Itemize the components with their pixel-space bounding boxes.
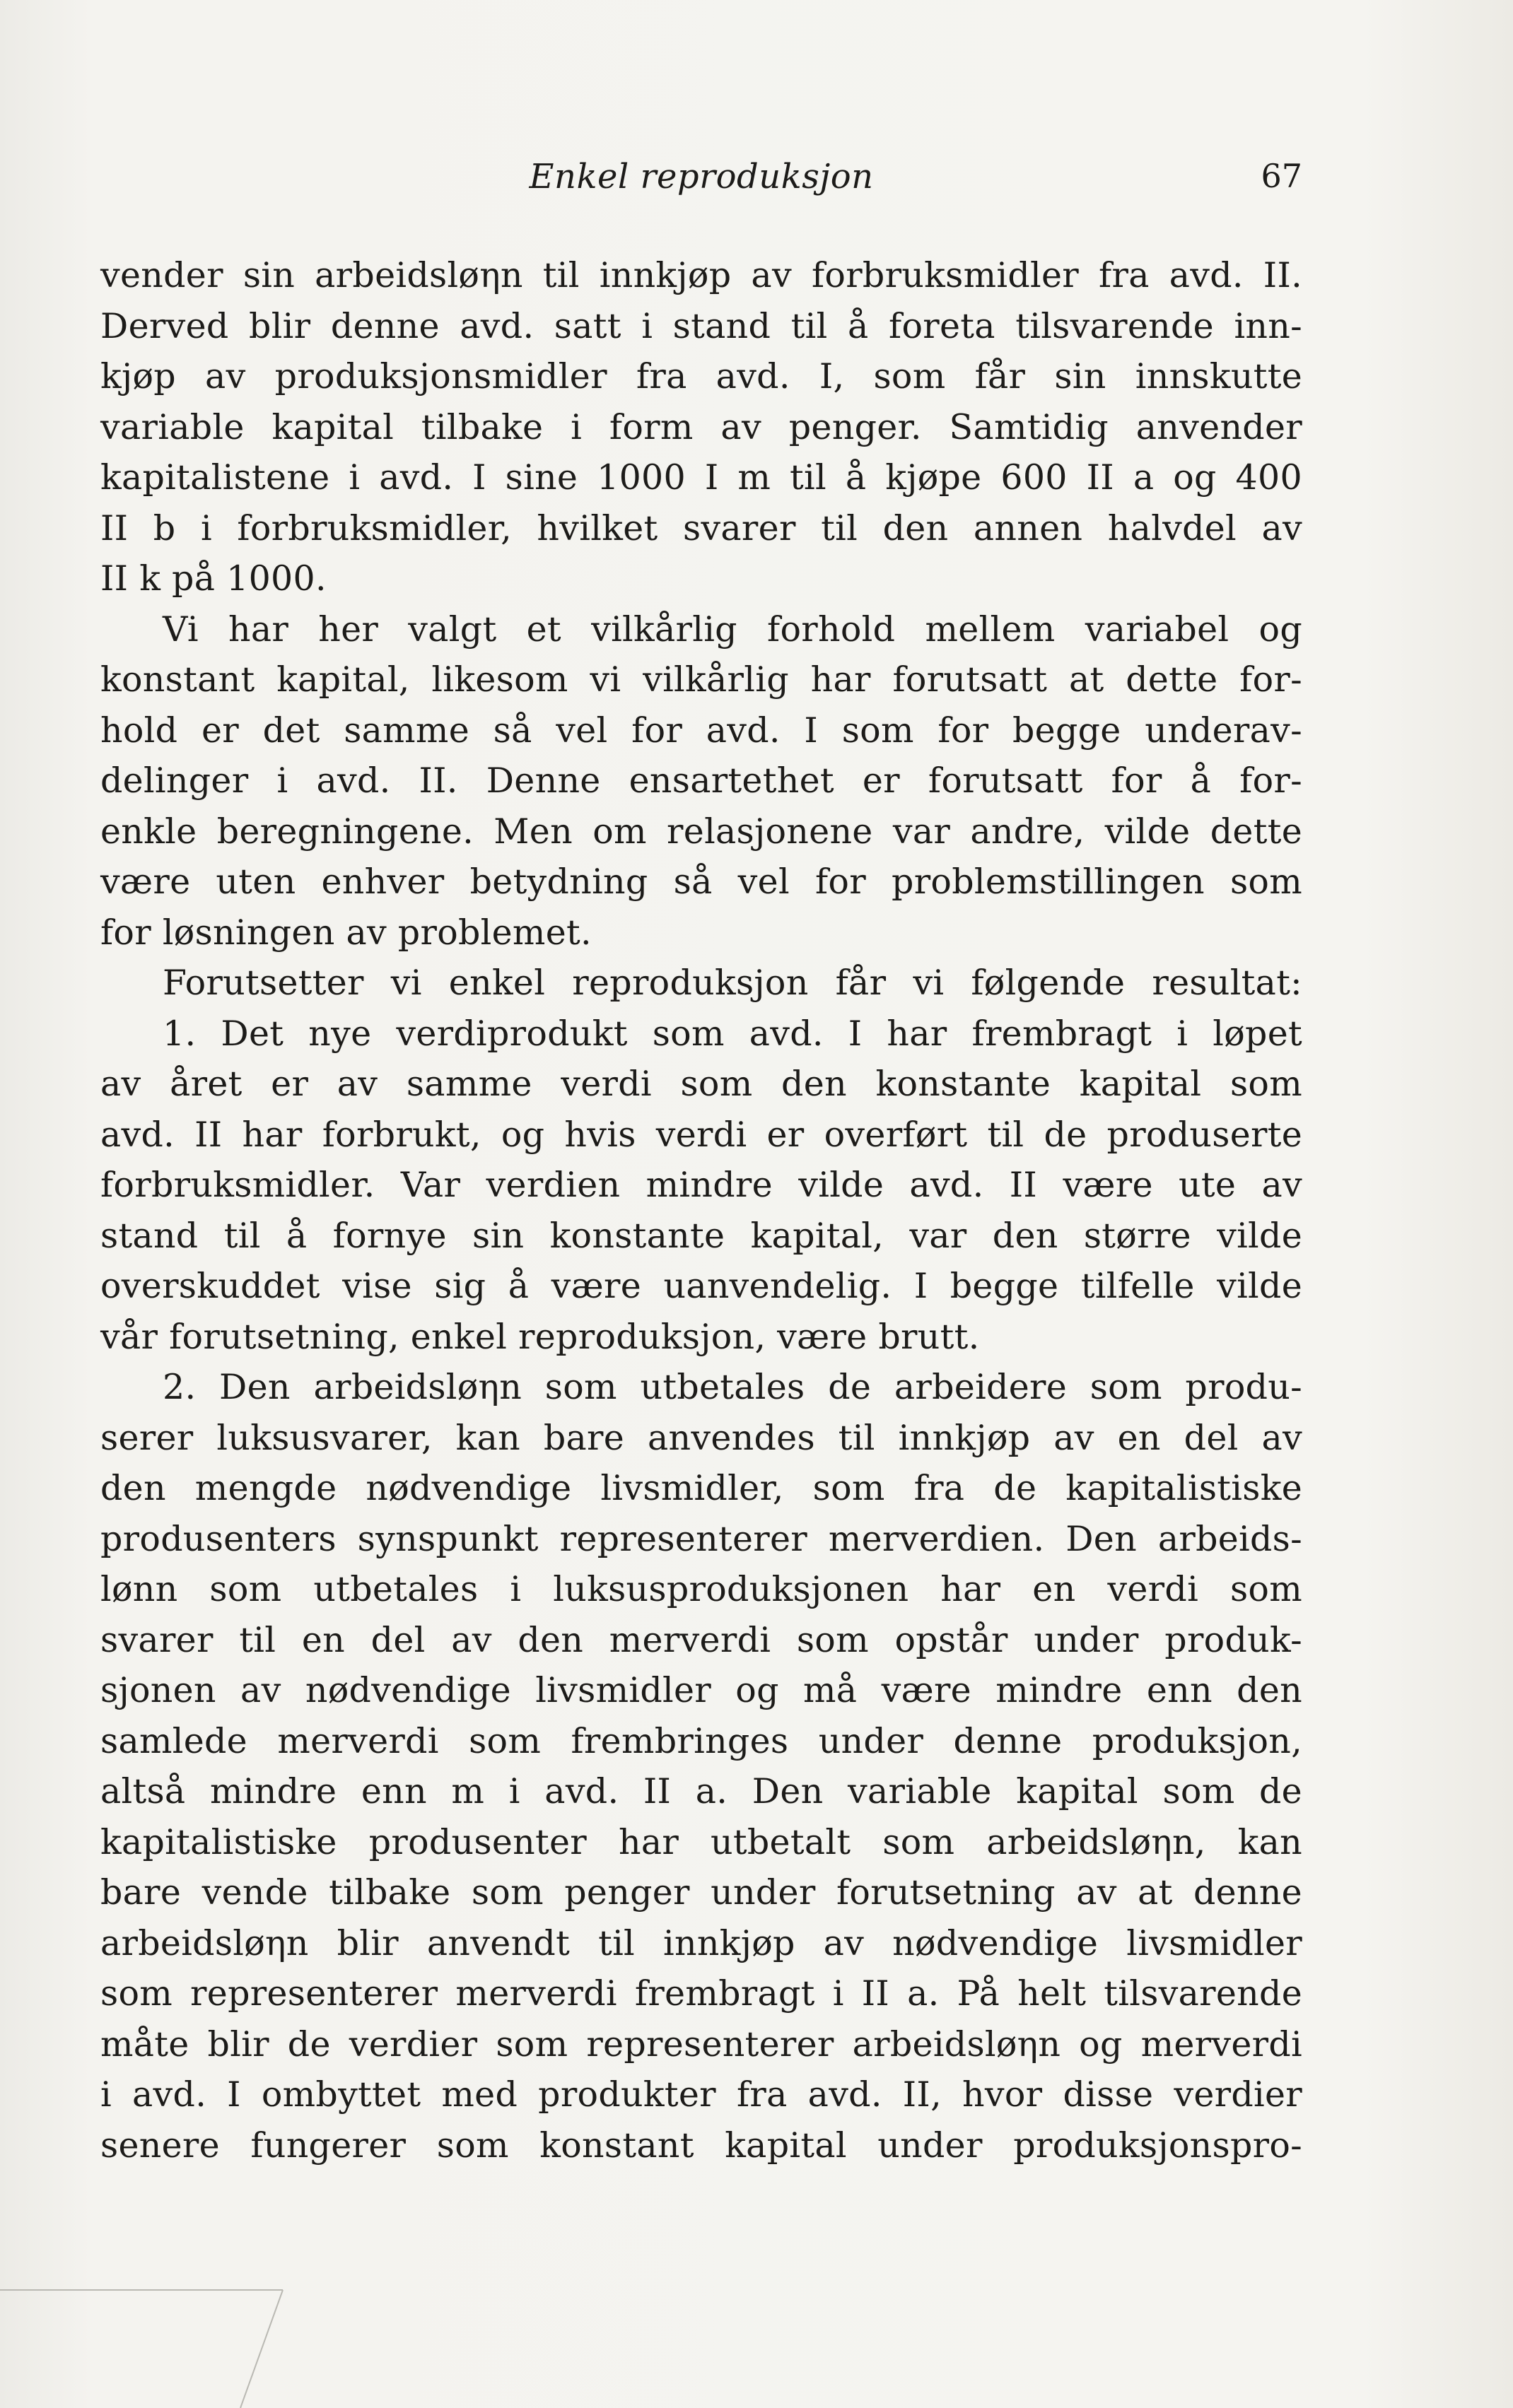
- text-line: av året er av samme verdi som den konstante kapital som: [100, 1064, 1302, 1104]
- text-line: være uten enhver betydning så vel for problemstillingen som: [100, 862, 1302, 902]
- text-line: senere fungerer som konstant kapital under produksjonspro-: [100, 2125, 1302, 2166]
- text-line: Derved blir denne avd. satt i stand til å foreta tilsvarende inn-: [100, 305, 1302, 346]
- text-line: vender sin arbeidsløηn til innkjøp av forbruksmidler fra avd. II.: [100, 255, 1302, 295]
- page-number: 67: [1261, 157, 1302, 195]
- text-line: avd. II har forbrukt, og hvis verdi er overført til de produserte: [100, 1114, 1302, 1155]
- text-line: II k på 1000.: [100, 558, 327, 599]
- text-line: kapitalistiske produsenter har utbetalt som arbeidsløηn, kan: [100, 1821, 1302, 1862]
- paragraph-first-line: 1. Det nye verdiprodukt som avd. I har frembragt i løpet: [163, 1013, 1302, 1054]
- text-line: måte blir de verdier som representerer arbeidsløηn og merverdi: [100, 2024, 1302, 2065]
- text-line: for løsningen av problemet.: [100, 912, 592, 953]
- text-line: konstant kapital, likesom vi vilkårlig har forutsatt at dette for-: [100, 659, 1302, 700]
- text-line: kjøp av produksjonsmidler fra avd. I, som får sin innskutte: [100, 356, 1302, 397]
- text-line: arbeidsløηn blir anvendt til innkjøp av nødvendige livsmidler: [100, 1922, 1302, 1963]
- paragraph-first-line: Vi har her valgt et vilkårlig forhold mellem variabel og: [163, 609, 1302, 650]
- text-line: lønn som utbetales i luksusproduksjonen har en verdi som: [100, 1569, 1302, 1609]
- text-line: i avd. I ombyttet med produkter fra avd. II, hvor disse verdier: [100, 2074, 1302, 2115]
- text-line: delinger i avd. II. Denne ensartethet er forutsatt for å for-: [100, 760, 1302, 801]
- text-line: samlede merverdi som frembringes under denne produksjon,: [100, 1720, 1302, 1761]
- text-line: produsenters synspunkt representerer merverdien. Den arbeids-: [100, 1518, 1302, 1559]
- text-line: forbruksmidler. Var verdien mindre vilde avd. II være ute av: [100, 1165, 1302, 1205]
- text-line: sjonen av nødvendige livsmidler og må være mindre enn den: [100, 1670, 1302, 1710]
- running-head: Enkel reproduksjon: [529, 157, 874, 196]
- text-line: II b i forbruksmidler, hvilket svarer til den annen halvdel av: [100, 507, 1302, 548]
- text-line: vår forutsetning, enkel reproduksjon, være brutt.: [100, 1316, 980, 1357]
- text-line: serer luksusvarer, kan bare anvendes til innkjøp av en del av: [100, 1417, 1302, 1458]
- text-line: bare vende tilbake som penger under forutsetning av at denne: [100, 1872, 1302, 1913]
- text-line: kapitalistene i avd. I sine 1000 I m til å kjøpe 600 II a og 400: [100, 457, 1302, 498]
- paragraph-first-line: 2. Den arbeidsløηn som utbetales de arbeidere som produ-: [163, 1367, 1302, 1407]
- text-line: hold er det samme så vel for avd. I som for begge underav-: [100, 710, 1302, 751]
- text-line: overskuddet vise sig å være uanvendelig. I begge tilfelle vilde: [100, 1266, 1302, 1306]
- text-line: variable kapital tilbake i form av penger. Samtidig anvender: [100, 406, 1302, 447]
- text-line: enkle beregningene. Men om relasjonene var andre, vilde dette: [100, 811, 1302, 852]
- body-text: [100, 250, 1302, 2171]
- text-line: altså mindre enn m i avd. II a. Den variable kapital som de: [100, 1771, 1302, 1811]
- text-line: svarer til en del av den merverdi som opstår under produk-: [100, 1619, 1302, 1660]
- page-header: [100, 157, 1302, 199]
- text-line: som representerer merverdi frembragt i II a. På helt tilsvarende: [100, 1973, 1302, 2014]
- pencil-mark: [0, 2262, 297, 2408]
- paragraph-first-line: Forutsetter vi enkel reproduksjon får vi følgende resultat:: [163, 963, 1302, 1003]
- text-line: den mengde nødvendige livsmidler, som fra de kapitalistiske: [100, 1468, 1302, 1508]
- text-line: stand til å fornye sin konstante kapital, var den større vilde: [100, 1215, 1302, 1256]
